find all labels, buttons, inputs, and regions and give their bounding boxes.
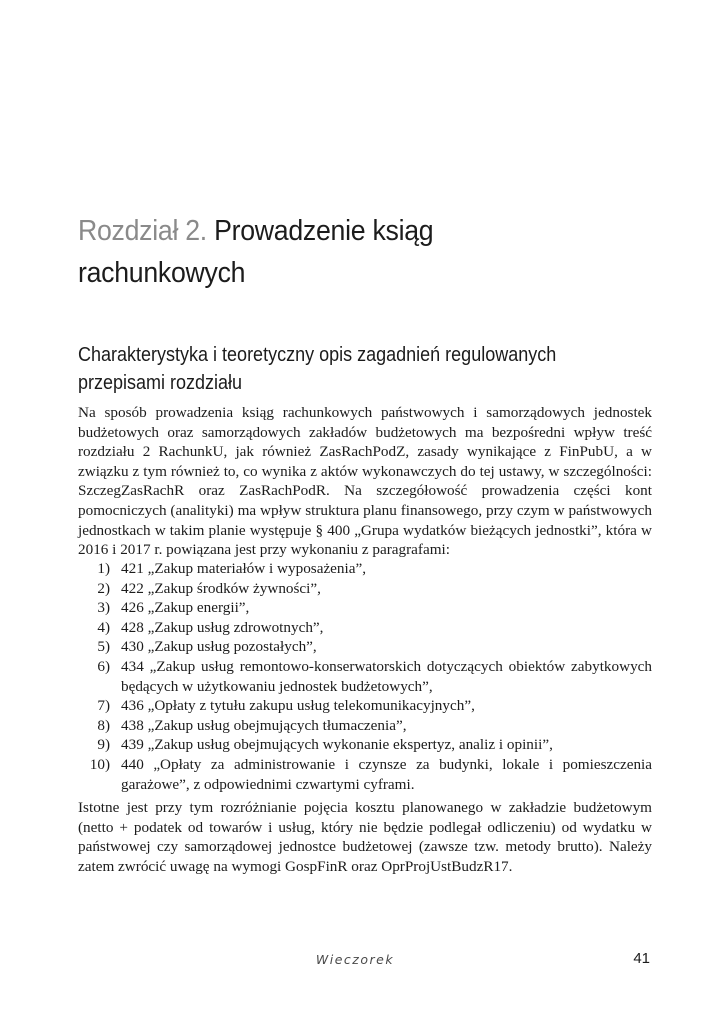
list-item-text: 422 „Zakup środków żywności”,: [121, 579, 321, 597]
list-item-text: 426 „Zakup energii”,: [121, 599, 250, 617]
list-item: [78, 755, 652, 794]
list-item-text: 434 „Zakup usług remontowo-konserwatorskich dotyczących obiektów zabytkowych będących w użytkowaniu jednostek budżetowych”,: [121, 657, 652, 695]
list-item-number: 10): [89, 755, 110, 773]
list-item-number: 2): [97, 579, 110, 597]
list-item-number: 6): [97, 657, 110, 675]
section-heading: Charakterystyka i teoretyczny opis zagadnień regulowanych przepisami rozdziału: [78, 344, 557, 394]
list-item-number: 4): [97, 618, 110, 636]
list-item: [78, 657, 652, 696]
list-item: [78, 559, 652, 579]
list-item: [78, 696, 652, 716]
list-item-text: 428 „Zakup usług zdrowotnych”,: [121, 618, 324, 636]
list-item-text: 439 „Zakup usług obejmujących wykonanie ekspertyz, analiz i opinii”,: [121, 736, 553, 754]
intro-paragraph: Na sposób prowadzenia ksiąg rachunkowych państwowych i samorządowych jednostek budżetowych oraz samorządowych zakładów budżetowych ma bezpośredni wpływ treść rozdziału 2 RachunkU, jak również ZasRachPodZ, zasady wynikające z FinPubU, a w związku z tym również to, co wynika z aktów wykonawczych do tej ustawy, w szczególności: SzczegZasRachR oraz ZasRachPodR. Na szczegółowość prowadzenia części kont pomocniczych (analityki) ma wpływ struktura planu finansowego, przy czym w państwowych jednostkach w takim planie występuje § 400 „Grupa wydatków bieżących jednostki”, która w 2016 i 2017 r. powiązana jest przy wykonaniu z paragrafami:: [78, 404, 652, 559]
list-item-text: 430 „Zakup usług pozostałych”,: [121, 638, 317, 656]
chapter-number: Rozdział 2.: [78, 215, 207, 247]
list-item-text: 438 „Zakup usług obejmujących tłumaczenia”,: [121, 716, 407, 734]
list-item: [78, 637, 652, 657]
list-item-text: 421 „Zakup materiałów i wyposażenia”,: [121, 560, 367, 577]
list-item-number: 9): [97, 736, 110, 754]
list-item: [78, 618, 652, 638]
chapter-title: [78, 210, 593, 294]
list-item-number: 1): [97, 560, 110, 577]
list-item-number: 8): [97, 716, 110, 734]
list-item: [78, 735, 652, 755]
list-item: [78, 716, 652, 736]
list-item-text: 436 „Opłaty z tytułu zakupu usług telekomunikacyjnych”,: [121, 697, 475, 715]
chapter-name: Prowadzenie ksiąg rachunkowych: [78, 215, 434, 289]
paragraph-list: [78, 559, 652, 794]
list-item-number: 5): [97, 638, 110, 656]
page-number: 41: [633, 950, 650, 967]
list-item-number: 7): [97, 697, 110, 715]
list-item-number: 3): [97, 599, 110, 617]
list-item: [78, 579, 652, 599]
footer-author: Wieczorek: [315, 952, 395, 967]
list-item: [78, 598, 652, 618]
list-item-text: 440 „Opłaty za administrowanie i czynsze za budynki, lokale i pomieszczenia garażowe”, z odpowiednimi czwartymi cyframi.: [121, 755, 652, 793]
closing-paragraph: Istotne jest przy tym rozróżnianie pojęcia kosztu planowanego w zakładzie budżetowym (netto + podatek od towarów i usług, który nie będzie podlegał odliczeniu) od wydatku w państwowej czy samorządowej jednostce budżetowej (zawsze tzw. metody brutto). Należy zatem zwrócić uwagę na wymogi GospFinR oraz OprProjUstBudzR17.: [78, 799, 652, 875]
